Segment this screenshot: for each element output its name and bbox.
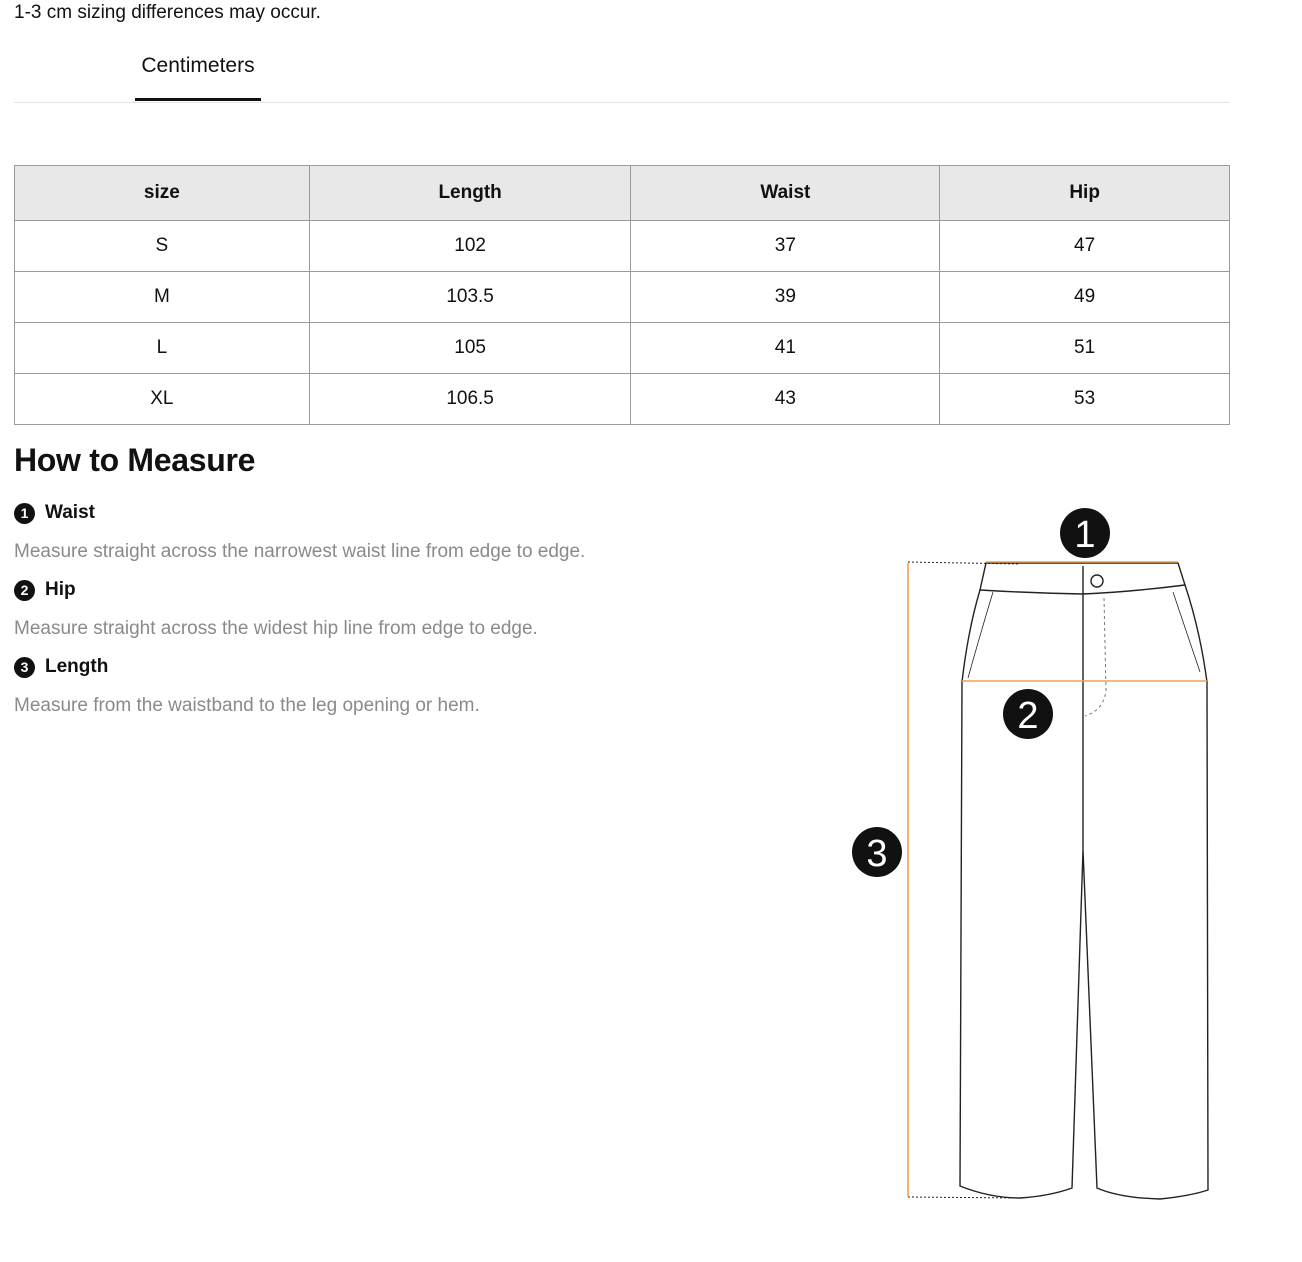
marker-2: [1003, 689, 1053, 739]
header-waist: Waist: [631, 166, 940, 221]
header-hip: Hip: [940, 166, 1230, 221]
cell-waist: 41: [631, 323, 940, 374]
number-1-icon: 1: [14, 503, 35, 524]
cell-waist: 37: [631, 221, 940, 272]
cell-size: L: [15, 323, 310, 374]
svg-text:1: 1: [1074, 514, 1096, 556]
number-3-icon: 3: [14, 657, 35, 678]
how-to-measure-title: How to Measure: [14, 442, 256, 478]
cell-waist: 43: [631, 374, 940, 425]
measure-hip-heading: [14, 579, 76, 601]
svg-text:2: 2: [1017, 695, 1039, 737]
measure-waist-heading: [14, 502, 95, 524]
measure-waist-label: Waist: [45, 502, 95, 523]
table-row: [15, 272, 1230, 323]
table-row: [15, 323, 1230, 374]
pants-outline-icon: [960, 563, 1208, 1199]
table-row: [15, 374, 1230, 425]
header-size: size: [15, 166, 310, 221]
cell-length: 102: [309, 221, 631, 272]
cell-size: S: [15, 221, 310, 272]
measure-hip-desc: Measure straight across the widest hip line from edge to edge.: [14, 618, 538, 639]
cell-length: 103.5: [309, 272, 631, 323]
measure-length-desc: Measure from the waistband to the leg opening or hem.: [14, 695, 480, 716]
svg-text:3: 3: [866, 833, 888, 875]
marker-1: [1060, 508, 1110, 558]
size-chart-table: [14, 165, 1230, 425]
cell-length: 105: [309, 323, 631, 374]
cell-waist: 39: [631, 272, 940, 323]
table-header-row: [15, 166, 1230, 221]
marker-3: [852, 827, 902, 877]
unit-tabs: [14, 50, 1230, 103]
measure-length-label: Length: [45, 656, 109, 677]
header-length: Length: [309, 166, 631, 221]
cell-length: 106.5: [309, 374, 631, 425]
measure-hip-label: Hip: [45, 579, 76, 600]
cell-hip: 47: [940, 221, 1230, 272]
measure-length-heading: [14, 656, 108, 678]
pants-diagram: [840, 500, 1220, 1210]
cell-hip: 49: [940, 272, 1230, 323]
cell-size: M: [15, 272, 310, 323]
table-row: [15, 221, 1230, 272]
cell-size: XL: [15, 374, 310, 425]
number-2-icon: 2: [14, 580, 35, 601]
cell-hip: 53: [940, 374, 1230, 425]
cell-hip: 51: [940, 323, 1230, 374]
sizing-note: 1-3 cm sizing differences may occur.: [14, 2, 321, 23]
tab-centimeters[interactable]: Centimeters: [135, 50, 261, 101]
measure-waist-desc: Measure straight across the narrowest waist line from edge to edge.: [14, 541, 586, 562]
